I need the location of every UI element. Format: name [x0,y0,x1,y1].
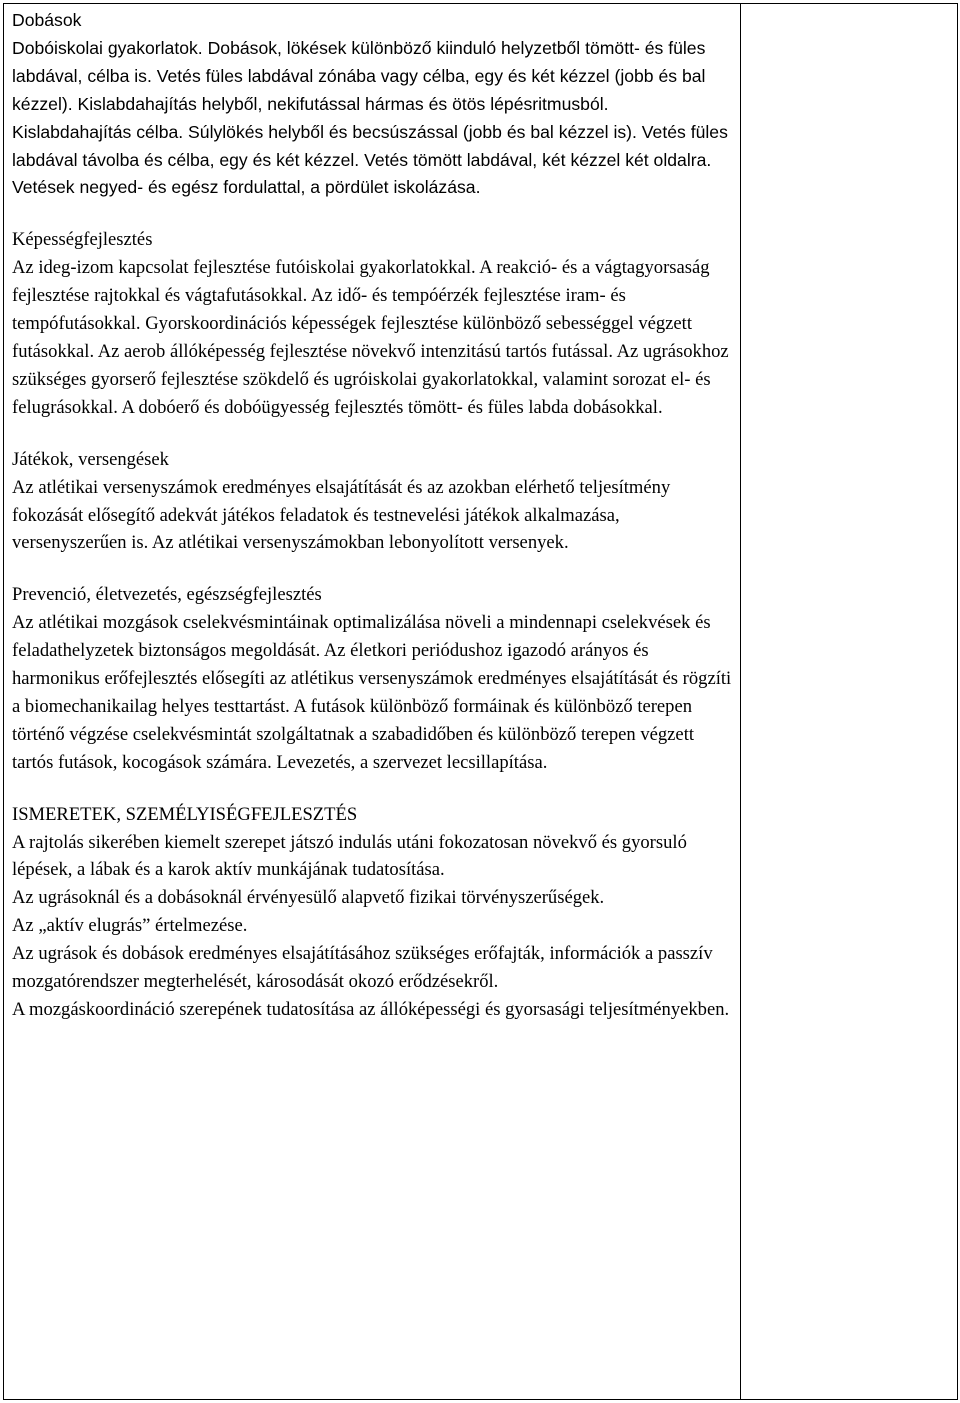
section-body: Az atlétikai versenyszámok eredményes elsajátítását és az azokban elérhető teljesítmény fokozását elősegítő adekvát játékos feladatok és testnevelési játékok alkalmazása, versenyszerűen is. Az atlétikai versenyszámokban lebonyolított versenyek. [12,476,671,554]
section-heading: Dobások [12,10,82,30]
section-heading: Játékok, versengések [12,448,169,470]
knowledge-paragraph: A rajtolás sikerében kiemelt szerepet játszó indulás utáni fokozatosan növekvő és gyorsuló lépések, a lábak és a karok aktív munkájának tudatosítása. [12,831,687,881]
section-body: Dobóiskolai gyakorlatok. Dobások, lökések különböző kiinduló helyzetből tömött- és füles labdával, célba is. Vetés füles labdával zónába vagy célba, egy és két kézzel (jobb és bal kézzel). Kislabdahajítás helyből, nekifutással hármas és ötös lépésritmusból. Kislabdahajítás célba. Súlylökés helyből és becsúszással (jobb és bal kézzel is). Vetés füles labdával távolba és célba, egy és két kézzel. Vetés tömött labdával, két kézzel két oldalra. Vetések negyed- és egész fordulattal, a pördület iskolázása. [12,37,728,198]
section-skills [12,226,732,421]
section-body: Az ideg-izom kapcsolat fejlesztése futóiskolai gyakorlatokkal. A reakció- és a vágtagyorsaság fejlesztése rajtokkal és vágtafutásokkal. Az idő- és tempóérzék fejlesztése iram- és tempófutásokkal. Gyorskoordinációs képességek fejlesztése különböző sebességgel végzett futásokkal. Az aerob állóképesség fejlesztése növekvő intenzitású tartós futással. Az ugrásokhoz szükséges gyorserő fejlesztése szökdelő és ugróiskolai gyakorlatokkal, valamint sorozat el- és felugrásokkal. A dobóerő és dobóügyesség fejlesztés tömött- és füles labda dobásokkal. [12,257,729,418]
section-heading: ISMERETEK, SZEMÉLYISÉGFEJLESZTÉS [12,803,358,825]
section-body: Az atlétikai mozgások cselekvésmintáinak optimalizálása növeli a mindennapi cselekvések és feladathelyzetek biztonságos megoldását. Az életkori periódushoz igazodó arányos és harmonikus erőfejlesztés elősegíti az atlétikus versenyszámok eredményes elsajátítását és rögzíti a biomechanikailag helyes testtartást. A futások különböző formáinak és különböző terepen történő végzése cselekvésmintát szolgáltatnak a szabadidőben és különböző terepen végzett tartós futások, kocogások számára. Levezetés, a szervezet lecsillapítása. [12,612,732,773]
side-cell [741,4,958,1400]
section-heading: Prevenció, életvezetés, egészségfejlesztés [12,584,322,606]
section-throws [12,7,732,202]
knowledge-paragraph: Az „aktív elugrás” értelmezése. [12,915,248,937]
knowledge-paragraph: Az ugrásoknál és a dobásoknál érvényesülő alapvető fizikai törvényszerűségek. [12,887,605,909]
document-table [3,3,958,1400]
section-prevention [12,581,732,776]
content-cell [4,4,741,1400]
section-knowledge [12,801,732,1024]
knowledge-paragraph: A mozgáskoordináció szerepének tudatosítása az állóképességi és gyorsasági teljesítményekben. [12,999,730,1020]
section-heading: Képességfejlesztés [12,229,153,251]
knowledge-paragraph: Az ugrások és dobások eredményes elsajátításához szükséges erőfajták, információk a passzív mozgatórendszer megterhelését, károsodását okozó erődzésekről. [12,943,713,993]
section-games [12,446,732,558]
